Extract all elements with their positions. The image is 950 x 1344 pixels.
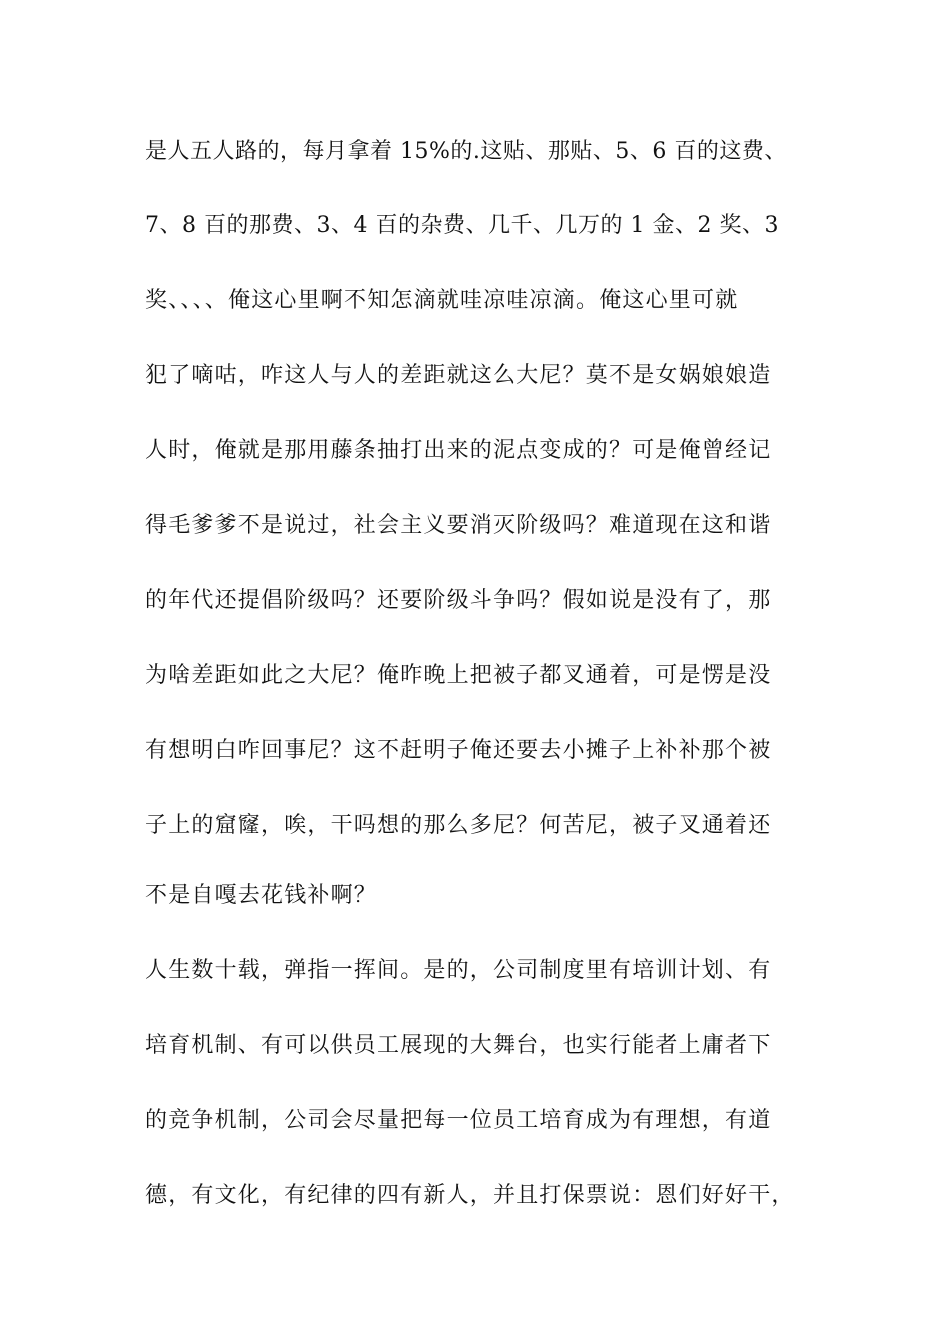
text-line: 7、8 百的那费、3、4 百的杂费、几千、几万的 1 金、2 奖、3 (145, 213, 779, 238)
text-line: 的年代还提倡阶级吗？还要阶级斗争吗？假如说是没有了，那 (145, 588, 772, 613)
text-line: 有想明白咋回事尼？这不赶明子俺还要去小摊子上补补那个被 (145, 738, 772, 763)
text-line: 奖、、、、俺这心里啊不知怎滴就哇凉哇凉滴。俺这心里可就 (145, 288, 739, 313)
text-line: 得毛爹爹不是说过，社会主义要消灭阶级吗？难道现在这和谐 (145, 513, 772, 538)
text-line: 不是自嘎去花钱补啊？ (145, 883, 378, 908)
text-line: 的竞争机制，公司会尽量把每一位员工培育成为有理想，有道 (145, 1108, 772, 1133)
text-line: 犯了嘀咕，咋这人与人的差距就这么大尼？莫不是女娲娘娘造 (145, 363, 772, 388)
text-line: 德，有文化，有纪律的四有新人，并且打保票说：恩们好好干， (145, 1183, 795, 1208)
text-line: 子上的窟窿，唉，干吗想的那么多尼？何苦尼，被子叉通着还 (145, 813, 772, 838)
text-line: 为啥差距如此之大尼？俺昨晚上把被子都叉通着，可是愣是没 (145, 663, 772, 688)
text-line: 培育机制、有可以供员工展现的大舞台，也实行能者上庸者下 (145, 1033, 772, 1058)
text-line: 人时，俺就是那用藤条抽打出来的泥点变成的？可是俺曾经记 (145, 438, 772, 463)
text-line: 人生数十载，弹指一挥间。是的，公司制度里有培训计划、有 (145, 958, 772, 983)
text-line: 是人五人路的，每月拿着 15%的.这贴、那贴、5、6 百的这费、 (145, 139, 787, 164)
